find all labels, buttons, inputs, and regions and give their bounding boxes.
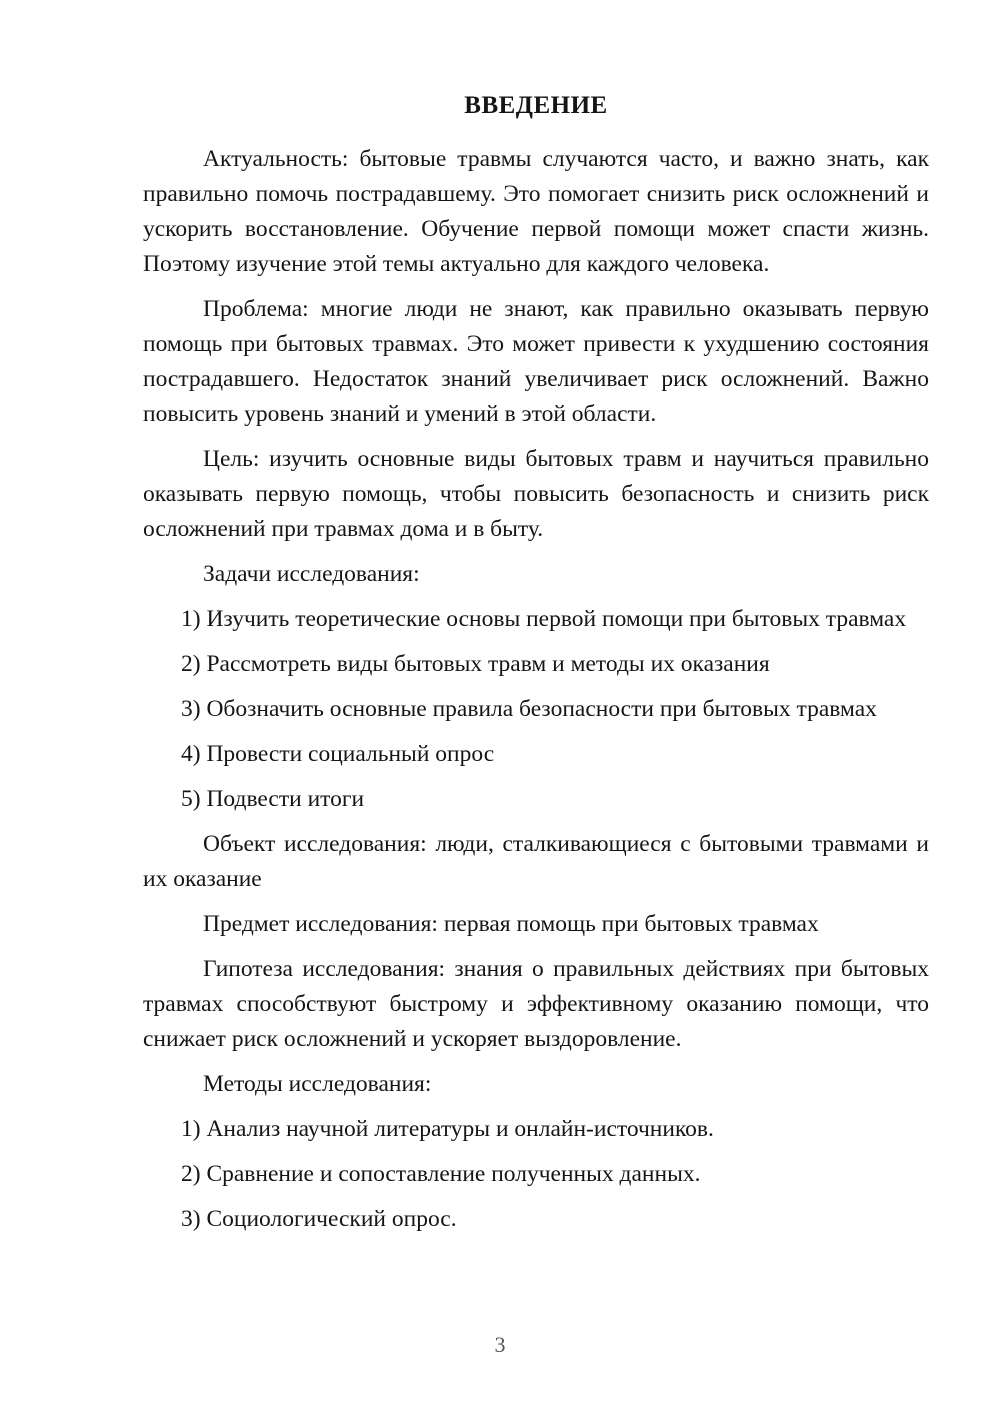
- task-item-4: 4) Провести социальный опрос: [181, 741, 495, 767]
- task-item-3: 3) Обозначить основные правила безопасности при бытовых травмах: [181, 696, 877, 722]
- method-item-2: 2) Сравнение и сопоставление полученных данных.: [181, 1161, 701, 1187]
- tasks-label: Задачи исследования:: [203, 561, 420, 587]
- task-item-5: 5) Подвести итоги: [181, 786, 365, 812]
- page-title: ВВЕДЕНИЕ: [464, 92, 608, 119]
- task-item-2: 2) Рассмотреть виды бытовых травм и методы их оказания: [181, 651, 770, 677]
- paragraph-predmet: Предмет исследования: первая помощь при бытовых травмах: [203, 911, 819, 937]
- paragraph-tsel: Цель: изучить основные виды бытовых травм и научиться правильно оказывать первую помощь, чтобы повысить безопасность и снизить риск осложнений при травмах дома и в быту.: [143, 446, 929, 542]
- paragraph-gipoteza: Гипотеза исследования: знания о правильных действиях при бытовых травмах способствуют быстрому и эффективному оказанию помощи, что снижает риск осложнений и ускоряет выздоровление.: [143, 956, 929, 1052]
- page-number: 3: [494, 1332, 506, 1357]
- paragraph-obyekt: Объект исследования: люди, сталкивающиеся с бытовыми травмами и их оказание: [143, 831, 929, 892]
- method-item-1: 1) Анализ научной литературы и онлайн-источников.: [181, 1116, 714, 1142]
- task-item-1: 1) Изучить теоретические основы первой помощи при бытовых травмах: [181, 606, 907, 632]
- paragraph-aktualnost: Актуальность: бытовые травмы случаются часто, и важно знать, как правильно помочь пострадавшему. Это помогает снизить риск осложнений и ускорить восстановление. Обучение первой помощи может спасти жизнь. Поэтому изучение этой темы актуально для каждого человека.: [143, 146, 929, 277]
- methods-label: Методы исследования:: [203, 1071, 432, 1097]
- paragraph-problema: Проблема: многие люди не знают, как правильно оказывать первую помощь при бытовых травмах. Это может привести к ухудшению состояния пострадавшего. Недостаток знаний увеличивает риск осложнений. Важно повысить уровень знаний и умений в этой области.: [143, 296, 929, 427]
- method-item-3: 3) Социологический опрос.: [181, 1206, 457, 1232]
